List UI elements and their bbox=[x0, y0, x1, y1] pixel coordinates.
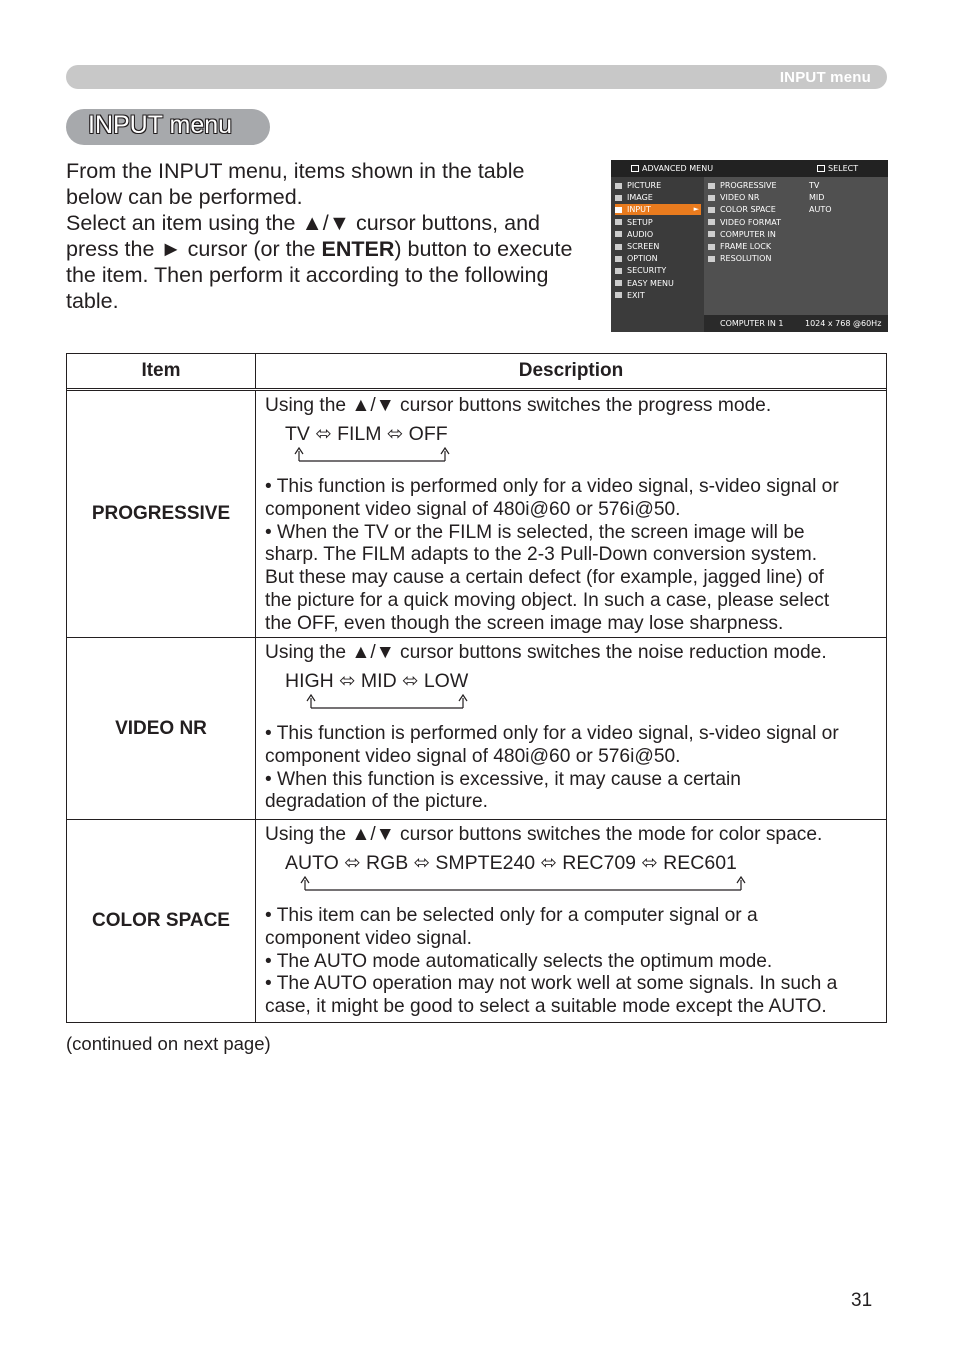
bullet-line: • When the TV or the FILM is selected, the screen image will be bbox=[265, 521, 805, 543]
osd-left-item bbox=[615, 204, 701, 215]
menu-item-icon bbox=[615, 183, 622, 189]
osd-left-item bbox=[615, 229, 701, 240]
osd-left-item bbox=[615, 217, 701, 228]
table-header bbox=[67, 354, 886, 391]
continued-note: (continued on next page) bbox=[66, 1033, 271, 1054]
osd-right-item-value: MID bbox=[809, 193, 825, 203]
intro-line: table. bbox=[66, 289, 119, 313]
intro-text-part: ) button to execute bbox=[394, 237, 573, 261]
bullet-line: the OFF, even though the screen image may lose sharpness. bbox=[265, 612, 784, 634]
page-number: 31 bbox=[851, 1290, 873, 1311]
menu-icon bbox=[631, 165, 639, 172]
description-bullets bbox=[265, 476, 883, 636]
osd-right-item bbox=[708, 229, 776, 241]
header-description: Description bbox=[518, 360, 624, 381]
description-intro: Using the ▲/▼ cursor buttons switches the progress mode. bbox=[265, 395, 772, 416]
bullet-line: component video signal. bbox=[265, 927, 472, 949]
osd-left-item-label: SECURITY bbox=[627, 266, 667, 276]
enter-key-label: ENTER bbox=[321, 237, 395, 261]
bullet-line: • The AUTO operation may not work well at some signals. In such a bbox=[265, 973, 838, 995]
intro-line: Select an item using the ▲/▼ cursor buttons, and bbox=[66, 211, 540, 235]
mode-cycle: AUTO ⬄ RGB ⬄ SMPTE240 ⬄ REC709 ⬄ REC601 bbox=[285, 852, 737, 874]
osd-right-item-value: TV bbox=[809, 181, 820, 190]
osd-right-item-label: FRAME LOCK bbox=[720, 242, 772, 251]
osd-right-item-label: RESOLUTION bbox=[720, 254, 772, 264]
input-menu-table bbox=[66, 353, 887, 1023]
description-progressive bbox=[265, 391, 883, 637]
osd-status-input: COMPUTER IN 1 bbox=[720, 319, 784, 328]
mode-cycle: HIGH ⬄ MID ⬄ LOW bbox=[285, 670, 469, 692]
header-item: Item bbox=[141, 360, 181, 381]
intro-text-part: press the ► cursor (or the bbox=[66, 237, 322, 261]
table-row-progressive bbox=[67, 391, 886, 637]
osd-left-item-label: SETUP bbox=[627, 217, 653, 227]
osd-left-item bbox=[615, 265, 701, 276]
description-video-nr bbox=[265, 638, 883, 819]
column-divider bbox=[255, 354, 256, 388]
intro-line: From the INPUT menu, items shown in the table bbox=[66, 159, 525, 183]
osd-right-item-label: COLOR SPACE bbox=[720, 205, 776, 215]
osd-left-item-label: OPTION bbox=[627, 254, 658, 264]
bullet-line: • This function is performed only for a video signal, s-video signal or bbox=[265, 476, 839, 497]
description-intro: Using the ▲/▼ cursor buttons switches the noise reduction mode. bbox=[265, 642, 827, 663]
menu-item-icon bbox=[708, 183, 715, 189]
menu-item-icon bbox=[708, 207, 715, 213]
description-bullets bbox=[265, 905, 883, 1019]
osd-left-item-label: IMAGE bbox=[627, 193, 653, 203]
mode-cycle: TV ⬄ FILM ⬄ OFF bbox=[285, 423, 448, 445]
osd-left-item-label: EASY MENU bbox=[627, 278, 674, 288]
bullet-line: component video signal of 480i@60 or 576i@50. bbox=[265, 498, 681, 520]
page-title-pill bbox=[66, 109, 270, 145]
menu-item-icon bbox=[615, 256, 622, 262]
menu-item-icon bbox=[615, 231, 622, 237]
osd-left-item-label: SCREEN bbox=[627, 242, 660, 251]
bullet-line: • This function is performed only for a video signal, s-video signal or bbox=[265, 723, 839, 744]
menu-item-icon bbox=[708, 195, 715, 201]
cycle-return-arrow bbox=[305, 692, 471, 712]
menu-item-icon bbox=[615, 195, 622, 201]
table-row-video-nr bbox=[67, 637, 886, 819]
menu-item-icon bbox=[615, 219, 622, 225]
osd-status-bar bbox=[704, 315, 888, 332]
item-color-space: COLOR SPACE bbox=[92, 910, 230, 931]
osd-left-item bbox=[615, 290, 701, 301]
menu-item-icon bbox=[708, 231, 715, 237]
right-arrow-icon: ► bbox=[693, 205, 699, 214]
osd-left-item bbox=[615, 180, 701, 191]
select-icon bbox=[817, 165, 825, 172]
osd-right-item bbox=[708, 241, 771, 253]
osd-select-text: SELECT bbox=[828, 164, 859, 173]
osd-right-item bbox=[708, 192, 759, 204]
bullet-line: • When this function is excessive, it may cause a certain bbox=[265, 768, 741, 790]
intro-line: the item. Then perform it according to the following bbox=[66, 263, 549, 287]
item-video-nr: VIDEO NR bbox=[115, 717, 207, 739]
bullet-line: degradation of the picture. bbox=[265, 791, 488, 813]
osd-select-hint bbox=[817, 164, 858, 173]
osd-title bbox=[631, 164, 713, 173]
menu-item-icon bbox=[708, 256, 715, 262]
osd-right-item bbox=[708, 217, 781, 229]
osd-left-item bbox=[615, 192, 701, 203]
page-title: INPUT menu bbox=[88, 111, 233, 139]
bullet-line: case, it might be good to select a suitable mode except the AUTO. bbox=[265, 996, 827, 1018]
osd-left-menu bbox=[611, 177, 703, 332]
intro-text bbox=[66, 158, 611, 314]
menu-item-icon bbox=[708, 219, 715, 225]
section-label: INPUT menu bbox=[779, 69, 871, 86]
description-color-space bbox=[265, 820, 883, 1022]
osd-right-item-value: AUTO bbox=[809, 205, 832, 215]
intro-line: below can be performed. bbox=[66, 185, 303, 209]
bullet-line: • The AUTO mode automatically selects the optimum mode. bbox=[265, 950, 773, 972]
osd-right-item-label: COMPUTER IN bbox=[720, 229, 776, 239]
osd-title-bar bbox=[611, 160, 888, 177]
column-divider bbox=[255, 391, 256, 637]
osd-right-item bbox=[708, 253, 771, 265]
table-row-color-space bbox=[67, 819, 886, 1022]
menu-item-icon bbox=[615, 280, 622, 286]
osd-right-item bbox=[708, 180, 777, 192]
menu-item-icon bbox=[708, 244, 715, 250]
column-divider bbox=[255, 638, 256, 819]
menu-item-icon bbox=[615, 244, 622, 250]
osd-right-item bbox=[708, 204, 776, 216]
bullet-line: sharp. The FILM adapts to the 2-3 Pull-Down conversion system. bbox=[265, 544, 818, 566]
description-bullets bbox=[265, 723, 883, 814]
osd-menu-screenshot bbox=[611, 160, 888, 332]
osd-right-menu bbox=[704, 177, 888, 315]
osd-left-item bbox=[615, 278, 701, 289]
osd-left-item-label: AUDIO bbox=[627, 229, 654, 239]
osd-left-item bbox=[615, 253, 701, 264]
cycle-return-arrow bbox=[293, 874, 753, 894]
menu-item-icon bbox=[615, 207, 622, 213]
osd-left-item-label: EXIT bbox=[627, 290, 645, 300]
intro-line bbox=[66, 236, 611, 262]
bullet-line: the picture for a quick moving object. In such a case, please select bbox=[265, 589, 830, 611]
osd-status-signal: 1024 x 768 @60Hz bbox=[805, 319, 882, 328]
osd-right-item-label: VIDEO FORMAT bbox=[720, 217, 781, 227]
bullet-line: But these may cause a certain defect (for example, jagged line) of bbox=[265, 567, 824, 589]
section-header-bar bbox=[66, 65, 887, 89]
cycle-return-arrow bbox=[293, 445, 453, 465]
osd-right-item-label: PROGRESSIVE bbox=[720, 181, 777, 190]
menu-item-icon bbox=[615, 268, 622, 274]
item-progressive: PROGRESSIVE bbox=[91, 503, 231, 524]
osd-right-item-label: VIDEO NR bbox=[720, 193, 760, 203]
description-intro: Using the ▲/▼ cursor buttons switches the mode for color space. bbox=[265, 824, 823, 845]
osd-left-item bbox=[615, 241, 701, 252]
osd-left-item-label: INPUT bbox=[627, 205, 651, 215]
column-divider bbox=[255, 820, 256, 1022]
bullet-line: component video signal of 480i@60 or 576i@50. bbox=[265, 745, 681, 767]
osd-left-item-label: PICTURE bbox=[627, 181, 662, 190]
osd-title-text: ADVANCED MENU bbox=[642, 164, 714, 173]
bullet-line: • This item can be selected only for a computer signal or a bbox=[265, 905, 758, 926]
menu-item-icon bbox=[615, 292, 622, 298]
